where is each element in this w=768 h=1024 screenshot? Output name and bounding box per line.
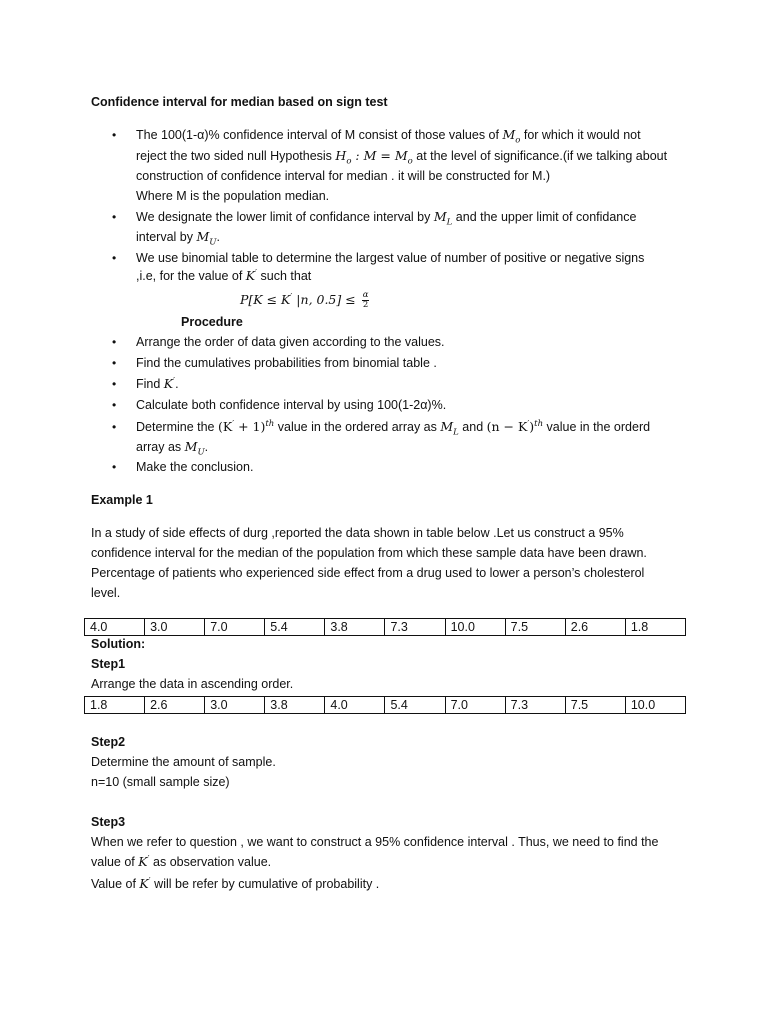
example-text-line-4: level. <box>91 586 121 600</box>
table-cell: 5.4 <box>385 697 445 714</box>
math-symbol: M <box>184 439 198 454</box>
math-sub: L <box>453 427 459 438</box>
step2-text-line-2: n=10 (small sample size) <box>91 775 230 789</box>
math-symbol: M <box>433 209 447 224</box>
math-symbol: K <box>163 376 174 391</box>
math-m-l <box>433 209 453 228</box>
table-cell: 7.3 <box>505 697 565 714</box>
math-sup: ′ <box>173 375 176 386</box>
example-text-line-3: Percentage of patients who experienced side effect from a drug used to lower a person’s cholesterol <box>91 566 645 580</box>
math-k-plus-one <box>218 419 274 434</box>
table-cell: 3.8 <box>265 697 325 714</box>
math-sub: U <box>209 237 217 248</box>
math-sub: o <box>346 156 352 167</box>
table-cell: 10.0 <box>625 697 685 714</box>
table-cell: 4.0 <box>325 697 385 714</box>
math-m-u <box>184 439 205 458</box>
math-sub: o <box>407 156 413 167</box>
text: as observation value. <box>149 855 272 869</box>
table-cell: 7.0 <box>205 619 265 636</box>
procedure-item-6: Make the conclusion. <box>136 460 254 474</box>
bullet-3-line-2 <box>136 268 311 284</box>
text: and the upper limit of confidance <box>452 210 637 224</box>
math-symbol: K <box>245 268 256 283</box>
text: value of <box>91 855 139 869</box>
fraction <box>362 291 370 310</box>
math-symbol: (K <box>217 419 233 434</box>
table-cell: 3.0 <box>145 619 205 636</box>
table-row <box>85 619 686 636</box>
bullet-icon: • <box>112 335 117 349</box>
text: . <box>204 440 209 454</box>
bullet-icon: • <box>112 356 117 370</box>
bullet-icon: • <box>112 210 117 224</box>
solution-label: Solution: <box>91 637 146 651</box>
step3-text-line-3 <box>91 876 379 892</box>
text: Value of <box>91 877 140 891</box>
math-symbol: H <box>335 148 347 163</box>
math-sub: U <box>197 447 205 458</box>
math-k-prime <box>164 376 175 391</box>
bullet-icon: • <box>112 420 117 434</box>
text: We designate the lower limit of confidance interval by <box>136 210 434 224</box>
bullet-icon: • <box>112 128 117 142</box>
text: value in the orderd <box>543 420 651 434</box>
step2-text-line-1: Determine the amount of sample. <box>91 755 276 769</box>
table-cell: 2.6 <box>145 697 205 714</box>
bullet-icon: • <box>112 251 117 265</box>
example-text-line-1: In a study of side effects of durg ,reported the data shown in table below .Let us construct a 95% <box>91 526 624 540</box>
bullet-2-line-1 <box>136 209 637 228</box>
math-symbol: : M = M <box>351 148 408 163</box>
step2-heading: Step2 <box>91 735 126 749</box>
math-k-prime <box>246 268 257 283</box>
step3-text-line-1: When we refer to question , we want to construct a 95% confidence interval . Thus, we need to find the <box>91 835 659 849</box>
math-sup: ′ <box>232 418 235 429</box>
math-m-l <box>440 419 459 438</box>
table-cell: 7.3 <box>385 619 445 636</box>
math-symbol: M <box>196 229 210 244</box>
text: reject the two sided null Hypothesis <box>136 149 336 163</box>
math-sub: o <box>515 135 521 146</box>
bullet-1-line-3: construction of confidence interval for median . it will be constructed for M.) <box>136 169 551 183</box>
bullet-3-line-1: We use binomial table to determine the largest value of number of positive or negative signs <box>136 251 645 265</box>
text: for which it would not <box>520 128 641 142</box>
math-n-minus-k <box>487 419 543 434</box>
step3-text-line-2 <box>91 854 271 870</box>
table-cell: 4.0 <box>85 619 145 636</box>
math-m-u <box>196 229 217 248</box>
denominator: 2 <box>362 300 369 310</box>
step1-heading: Step1 <box>91 657 126 671</box>
table-cell: 2.6 <box>565 619 625 636</box>
procedure-item-5-line-1 <box>136 418 651 438</box>
example-heading: Example 1 <box>91 493 153 507</box>
table-row <box>85 697 686 714</box>
math-symbol: (n − K <box>486 419 528 434</box>
table-cell: 7.5 <box>565 697 625 714</box>
numerator: α <box>362 290 369 300</box>
table-cell: 1.8 <box>85 697 145 714</box>
text: Find <box>136 377 164 391</box>
bullet-1-line-4: Where M is the population median. <box>136 189 330 203</box>
text: value in the ordered array as <box>274 420 441 434</box>
math-symbol: M <box>502 127 516 142</box>
math-sup: ′ <box>527 418 530 429</box>
bullet-icon: • <box>112 460 117 474</box>
text: The 100(1-α)% confidence interval of M consist of those values of <box>136 128 503 142</box>
math-sup: ′ <box>290 291 293 302</box>
bullet-icon: • <box>112 377 117 391</box>
math-sup: ′ <box>148 875 151 886</box>
text: will be refer by cumulative of probability . <box>150 877 380 891</box>
bullet-2-line-2 <box>136 229 220 248</box>
math-k-prime <box>138 854 149 869</box>
math-sup: ′ <box>147 853 150 864</box>
procedure-item-4: Calculate both confidence interval by using 100(1-2α)%. <box>136 398 447 412</box>
table-cell: 1.8 <box>625 619 685 636</box>
bullet-1-line-2 <box>136 148 668 167</box>
raw-data-table <box>84 618 686 636</box>
text: . <box>216 230 220 244</box>
table-cell: 10.0 <box>445 619 505 636</box>
example-text-line-2: confidence interval for the median of the population from which these sample data have been drawn. <box>91 546 647 560</box>
text: Determine the <box>136 420 218 434</box>
text: array as <box>136 440 185 454</box>
text: . <box>175 377 179 391</box>
procedure-item-3 <box>136 376 179 392</box>
math-sup: ′ <box>255 267 258 278</box>
text: and <box>458 420 487 434</box>
procedure-heading: Procedure <box>181 315 243 329</box>
math-symbol: ) <box>529 419 535 434</box>
bullet-icon: • <box>112 398 117 412</box>
math-symbol: P[K ≤ K <box>240 292 291 307</box>
table-cell: 5.4 <box>265 619 325 636</box>
procedure-item-1: Arrange the order of data given according to the values. <box>136 335 445 349</box>
math-symbol: + 1) <box>234 419 266 434</box>
probability-formula <box>240 291 369 310</box>
table-cell: 7.0 <box>445 697 505 714</box>
math-sup: th <box>265 418 275 429</box>
math-sup: th <box>534 418 544 429</box>
table-cell: 3.8 <box>325 619 385 636</box>
math-sub: L <box>446 217 453 228</box>
math-symbol: |n, 0.5] ≤ <box>292 292 360 307</box>
sorted-data-table <box>84 696 686 714</box>
math-symbol: M <box>440 419 454 434</box>
table-cell: 3.0 <box>205 697 265 714</box>
procedure-item-5-line-2 <box>136 439 209 458</box>
document-title: Confidence interval for median based on sign test <box>91 95 388 109</box>
table-cell: 7.5 <box>505 619 565 636</box>
bullet-1-line-1 <box>136 127 641 146</box>
text: ,i.e, for the value of <box>136 269 246 283</box>
math-symbol: K <box>138 854 148 869</box>
text: at the level of significance.(if we talking about <box>412 149 668 163</box>
text: such that <box>257 269 312 283</box>
text: interval by <box>136 230 197 244</box>
math-k-prime <box>139 876 150 891</box>
math-symbol: K <box>139 876 149 891</box>
math-hypothesis <box>335 148 413 167</box>
step3-heading: Step3 <box>91 815 126 829</box>
step1-text: Arrange the data in ascending order. <box>91 677 294 691</box>
math-m-o <box>502 127 521 146</box>
procedure-item-2: Find the cumulatives probabilities from binomial table . <box>136 356 437 370</box>
